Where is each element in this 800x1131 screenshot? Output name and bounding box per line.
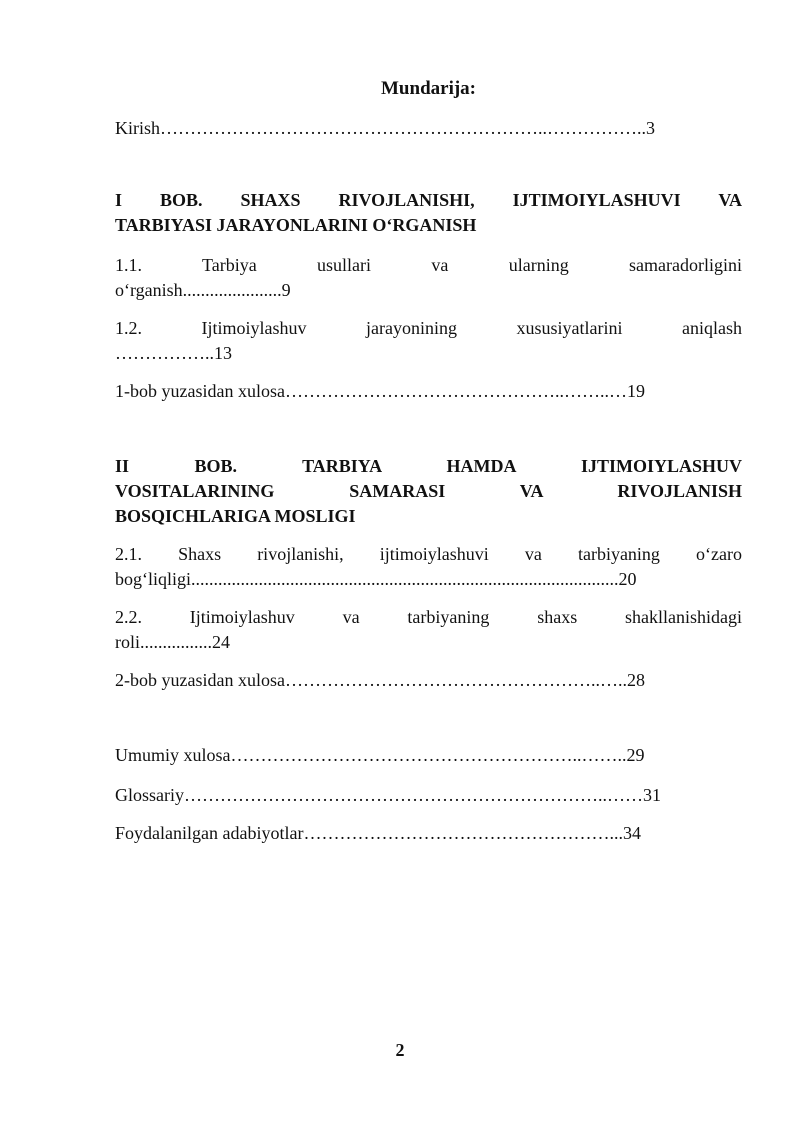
toc-item-1-1-line1: 1.1. Tarbiya usullari va ularning samaradorligini bbox=[115, 255, 742, 275]
toc-item-1-1-line2: o‘rganish......................9 bbox=[115, 280, 291, 300]
toc-item-1-2-line1: 1.2. Ijtimoiylashuv jarayonining xususiyatlarini aniqlash bbox=[115, 318, 742, 338]
page-number: 2 bbox=[395, 1040, 405, 1060]
table-of-contents bbox=[115, 0, 742, 1131]
chapter1-heading-line2: TARBIYASI JARAYONLARINI O‘RGANISH bbox=[115, 215, 477, 235]
chapter1-heading-line1: I BOB. SHAXS RIVOJLANISHI, IJTIMOIYLASHUVI VA bbox=[115, 190, 742, 210]
page-title: Mundarija: bbox=[381, 78, 476, 99]
chapter2-heading-line2: VOSITALARINING SAMARASI VA RIVOJLANISH bbox=[115, 481, 742, 501]
toc-item-2-1-line2: bog‘liqligi...............................................................................................20 bbox=[115, 569, 637, 589]
toc-item-chapter2-conclusion: 2-bob yuzasidan xulosa……………………………………………..…..28 bbox=[115, 670, 645, 690]
chapter2-heading-line3: BOSQICHLARIGA MOSLIGI bbox=[115, 506, 356, 526]
toc-item-2-1-line1: 2.1. Shaxs rivojlanishi, ijtimoiylashuvi va tarbiyaning o‘zaro bbox=[115, 544, 742, 564]
chapter2-heading-line1: II BOB. TARBIYA HAMDA IJTIMOIYLASHUV bbox=[115, 456, 742, 476]
toc-item-chapter1-conclusion: 1-bob yuzasidan xulosa………………………………………..……..…19 bbox=[115, 381, 645, 401]
toc-item-general-conclusion: Umumiy xulosa…………………………………………………..……..29 bbox=[115, 745, 645, 765]
toc-item-references: Foydalanilgan adabiyotlar……………………………………………...34 bbox=[115, 823, 641, 843]
toc-item-2-2-line1: 2.2. Ijtimoiylashuv va tarbiyaning shaxs shakllanishidagi bbox=[115, 607, 742, 627]
toc-item-1-2-line2: ……………..13 bbox=[115, 343, 232, 363]
toc-item-kirish: Kirish………………………………………………………..……………..3 bbox=[115, 118, 655, 138]
toc-item-2-2-line2: roli................24 bbox=[115, 632, 230, 652]
toc-item-glossary: Glossariy……………………………………………………………..……31 bbox=[115, 785, 661, 805]
